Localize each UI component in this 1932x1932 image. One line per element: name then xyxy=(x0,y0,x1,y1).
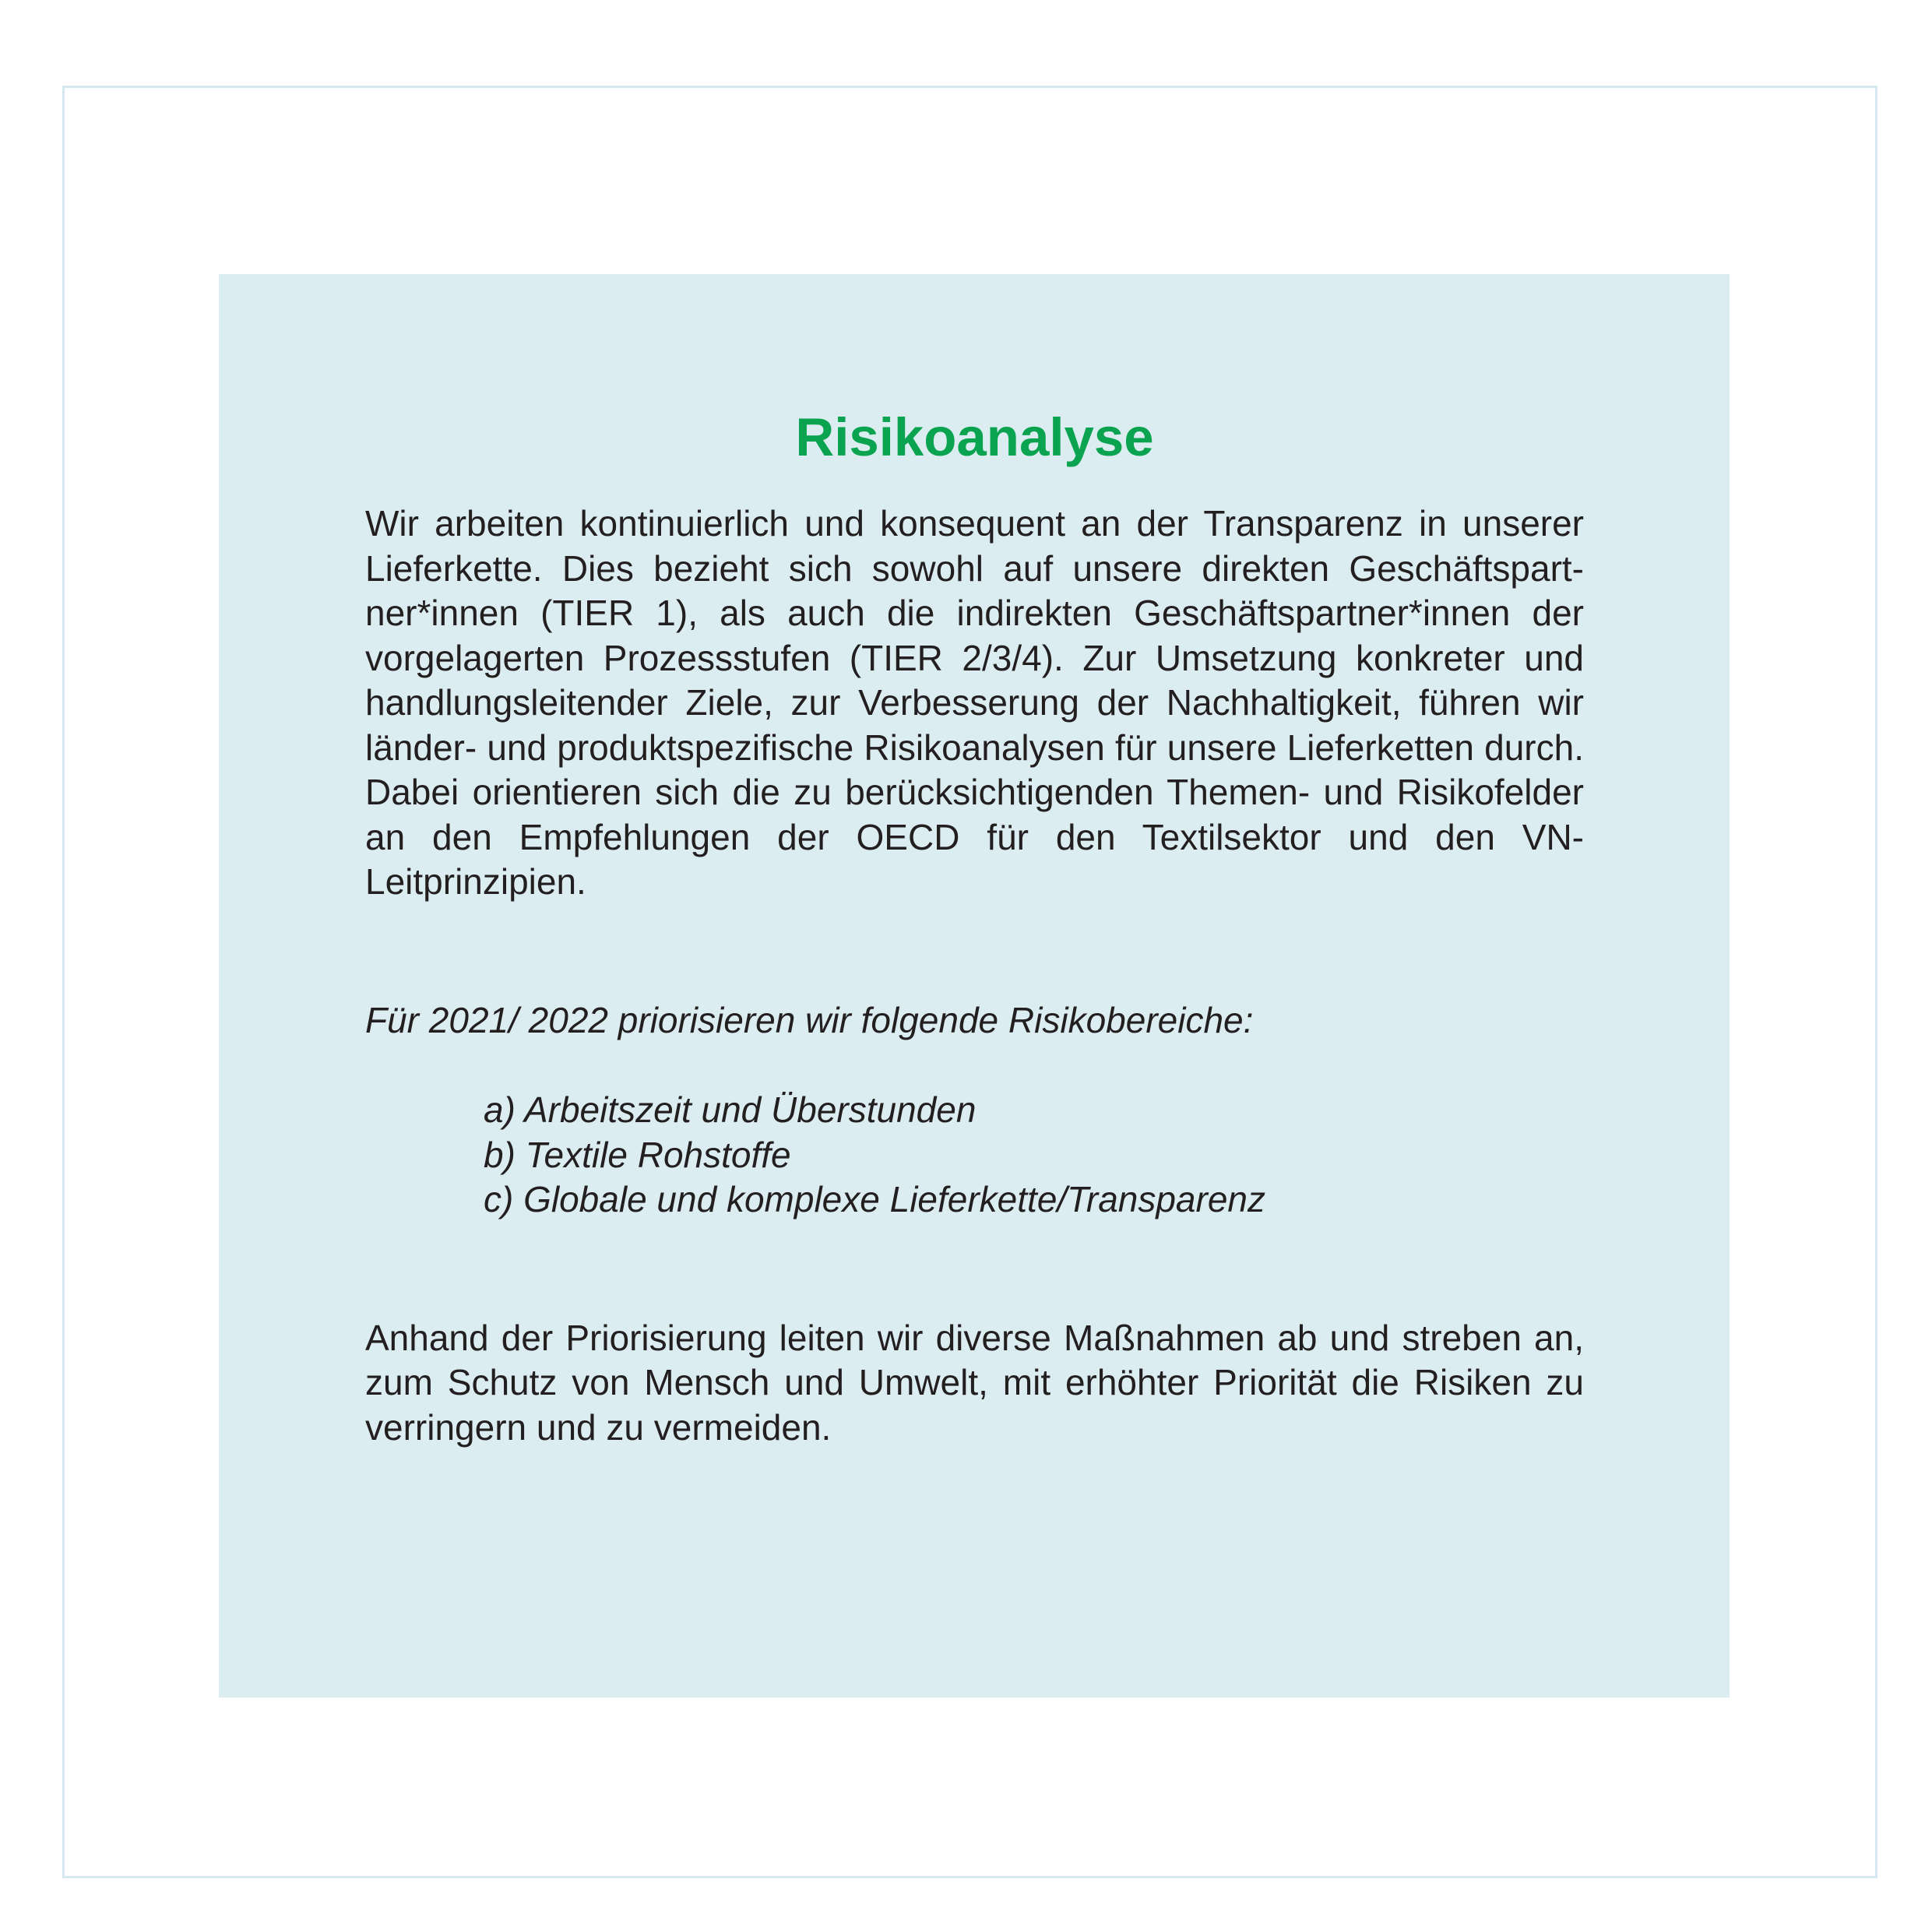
list-item: b) Textile Rohstoffe xyxy=(484,1134,791,1175)
closing-paragraph: Anhand der Priorisierung leiten wir diverse Maßnahmen ab und streben an, zum Schutz von Mensch und Umwelt, mit erhöhter Priorität die Risiken zu verringern und zu vermeiden. xyxy=(365,1317,1584,1448)
priority-intro: Für 2021/ 2022 priorisieren wir folgende Risikobereiche: xyxy=(365,999,1254,1040)
page-title: Risikoanalyse xyxy=(795,407,1154,467)
content-panel xyxy=(219,274,1730,1698)
list-item: c) Globale und komplexe Lieferkette/Transparenz xyxy=(484,1179,1266,1219)
intro-paragraph: Wir arbeiten kontinuierlich und konsequent an der Transparenz in unserer Lieferkette. Dies bezieht sich sowohl auf unsere direkten Geschäftspartner*innen (TIER 1), als auch die indirekten Geschäftspartner*innen der vorgelagerten Prozessstufen (TIER 2/3/4). Zur Umsetzung konkreter und handlungsleitender Ziele, zur Verbesserung der Nachhaltigkeit, führen wir länder- und produktspezifische Risikoanalysen für unsere Lieferketten durch. Dabei orientieren sich die zu berücksichtigenden Themen- und Risikofelder an den Empfehlungen der OECD für den Textilsektor und den VN-Leitprinzipien. xyxy=(365,503,1584,902)
content-body xyxy=(365,406,1584,1450)
list-item: a) Arbeitszeit und Überstunden xyxy=(484,1089,977,1130)
risk-area-list xyxy=(484,1088,1584,1223)
